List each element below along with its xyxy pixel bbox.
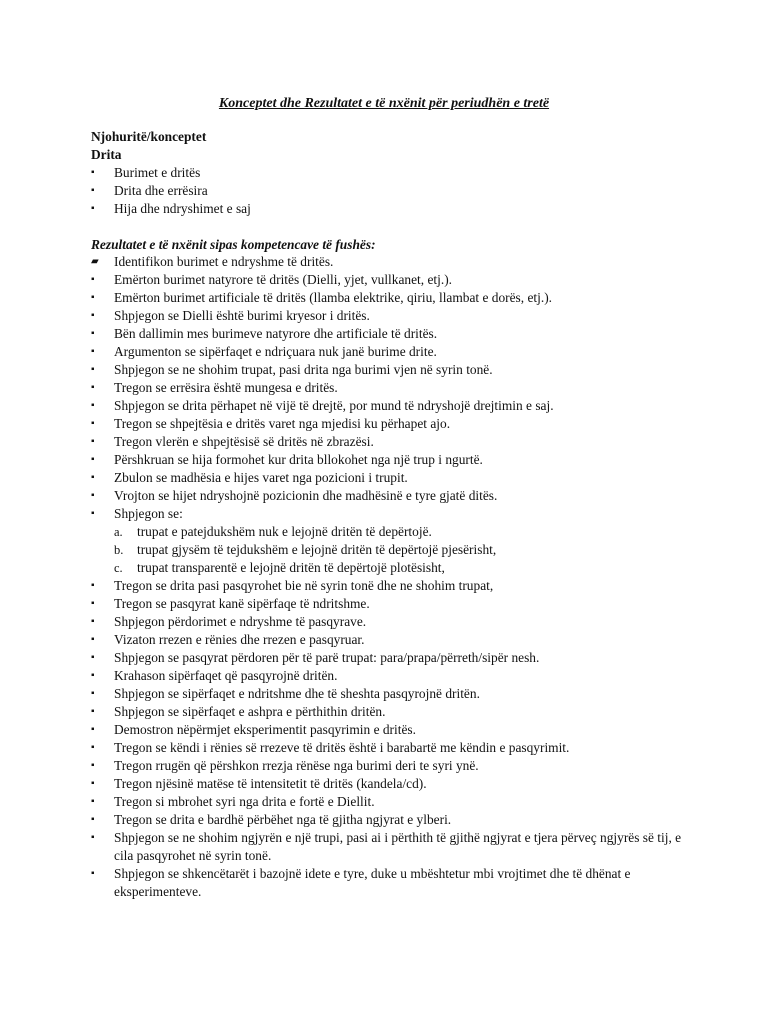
list-item: ▪ Emërton burimet artificiale të dritës (llamba elektrike, qiriu, llambat e dorës, etj.). <box>91 290 553 305</box>
bullet-icon: ▪ <box>91 418 95 429</box>
bullet-icon: ▪ <box>91 328 95 339</box>
topic-heading: Drita <box>91 147 122 162</box>
list-item: ▪ Shpjegon përdorimet e ndryshme të pasqyrave. <box>91 614 367 629</box>
list-item: ▪ Tregon se shpejtësia e dritës varet nga mjedisi ku përhapet ajo. <box>91 416 451 431</box>
bullet-icon: ▪ <box>91 436 95 447</box>
list-item: ▪ Tregon se këndi i rënies së rrezeve të dritës është i barabartë me këndin e pasqyrimit. <box>91 740 570 755</box>
list-item: ▪ Tregon se pasqyrat kanë sipërfaqe të ndritshme. <box>91 596 370 611</box>
list-item: ▪ Tregon se drita e bardhë përbëhet nga të gjitha ngjyrat e ylberi. <box>91 812 452 827</box>
bullet-icon: ▪ <box>91 670 95 681</box>
list-item: ▪ Tregon se drita pasi pasqyrohet bie në syrin tonë dhe ne shohim trupat, <box>91 578 494 593</box>
list-item: ▪ Shpjegon se ne shohim ngjyrën e një trupi, pasi ai i përthith të gjithë ngjyrat e tjera përveç ngjyrës së tij, e cila pasqyrohet në syrin tonë. <box>91 830 682 863</box>
list-item: ▪ Shpjegon se sipërfaqet e ndritshme dhe të sheshta pasqyrojnë dritën. <box>91 686 480 701</box>
bullet-icon: ▪ <box>91 634 95 645</box>
sub-list-item: c. trupat transparentë e lejojnë dritën të depërtojë plotësisht, <box>114 560 445 575</box>
list-item: ▪ Tregon si mbrohet syri nga drita e fortë e Diellit. <box>91 794 375 809</box>
document-title: Konceptet dhe Rezultatet e të nxënit për periudhën e tretë <box>218 96 550 111</box>
bullet-icon: ▪ <box>91 796 95 807</box>
bullet-icon: ▪ <box>91 598 95 609</box>
bullet-icon: ▪ <box>91 652 95 663</box>
list-item: ▪ Tregon rrugën që përshkon rrezja rënëse nga burimi deri te syri ynë. <box>91 758 479 773</box>
bullet-icon: ▪ <box>91 616 95 627</box>
bullet-icon: ▪ <box>91 724 95 735</box>
bullet-icon: ▪ <box>91 185 95 196</box>
bullet-icon: ▪ <box>91 490 95 501</box>
sub-list <box>114 523 691 577</box>
list-item: ▪ Emërton burimet natyrore të dritës (Dielli, yjet, vullkanet, etj.). <box>91 272 453 287</box>
bullet-icon: ▪ <box>91 814 95 825</box>
bullet-icon: ▪ <box>91 346 95 357</box>
list-item: ▪ Krahason sipërfaqet që pasqyrojnë dritën. <box>91 668 338 683</box>
bullet-icon: ▪ <box>91 688 95 699</box>
bullet-icon: ▪ <box>91 508 95 519</box>
list-item: ▪ Shpjegon se Dielli është burimi kryesor i dritës. <box>91 308 370 323</box>
list-item: ▪ Tregon njësinë matëse të intensitetit të dritës (kandela/cd). <box>91 776 427 791</box>
bullet-icon: ▪ <box>91 292 95 303</box>
bullet-icon: ▪ <box>91 760 95 771</box>
list-item: ▪ Burimet e dritës <box>91 165 201 180</box>
sub-list-item: a. trupat e patejdukshëm nuk e lejojnë dritën të depërtojë. <box>114 524 432 539</box>
list-item: ▪ Shpjegon se shkencëtarët i bazojnë idete e tyre, duke u mbështetur mbi vrojtimet dhe të dhënat e eksperimenteve. <box>91 866 631 899</box>
bullet-icon: ▪ <box>91 400 95 411</box>
bullet-icon: ▪ <box>91 203 95 214</box>
sub-list-item: b. trupat gjysëm të tejdukshëm e lejojnë dritën të depërtojë pjesërisht, <box>114 542 497 557</box>
list-item: ▪ Shpjegon se pasqyrat përdoren për të parë trupat: para/prapa/përreth/sipër nesh. <box>91 650 540 665</box>
list-item: ▪ Vrojton se hijet ndryshojnë pozicionin dhe madhësinë e tyre gjatë ditës. <box>91 488 498 503</box>
bullet-icon: ▪ <box>91 472 95 483</box>
list-item: ▪ Argumenton se sipërfaqet e ndriçuara nuk janë burime drite. <box>91 344 437 359</box>
bullet-icon: ▪ <box>91 167 95 178</box>
concepts-list <box>91 164 691 218</box>
sub-marker: c. <box>114 561 123 575</box>
bullet-icon: ▪ <box>91 274 95 285</box>
bullet-icon: ▪ <box>91 310 95 321</box>
list-item: ▪ Bën dallimin mes burimeve natyrore dhe artificiale të dritës. <box>91 326 438 341</box>
bullet-icon: ▪ <box>91 580 95 591</box>
bullet-icon: ▪ <box>91 832 95 843</box>
bullet-icon: ▪ <box>91 742 95 753</box>
list-item: ▪ Drita dhe errësira <box>91 183 208 198</box>
bullet-icon: ▪ <box>91 706 95 717</box>
list-item: ▪ Shpjegon se drita përhapet në vijë të drejtë, por mund të ndryshojë drejtimin e saj. <box>91 398 554 413</box>
bullet-icon: ▰ <box>91 256 99 267</box>
results-list <box>91 253 691 901</box>
sub-marker: b. <box>114 543 124 557</box>
list-item: ▪ Shpjegon se ne shohim trupat, pasi drita nga burimi vjen në syrin tonë. <box>91 362 493 377</box>
list-item: ▰ Identifikon burimet e ndryshme të dritës. <box>91 254 334 269</box>
bullet-icon: ▪ <box>91 364 95 375</box>
list-item: ▪ Demostron nëpërmjet eksperimentit pasqyrimin e dritës. <box>91 722 416 737</box>
knowledge-heading: Njohuritë/konceptet <box>91 129 207 144</box>
bullet-icon: ▪ <box>91 454 95 465</box>
list-item: ▪ Shpjegon se: a. trupat e patejdukshëm nuk e lejojnë dritën të depërtojë. b. trupat gjysëm të tejdukshëm e lejojnë dritën të depërtojë pjesërisht, c. trupat transparentë e lejojnë dritën të depërtojë plotësisht, <box>91 505 691 577</box>
bullet-icon: ▪ <box>91 382 95 393</box>
list-item: ▪ Përshkruan se hija formohet kur drita bllokohet nga një trup i ngurtë. <box>91 452 483 467</box>
sub-marker: a. <box>114 525 123 539</box>
list-item: ▪ Hija dhe ndryshimet e saj <box>91 201 251 216</box>
list-item: ▪ Zbulon se madhësia e hijes varet nga pozicioni i trupit. <box>91 470 408 485</box>
results-heading: Rezultatet e të nxënit sipas kompetencave të fushës: <box>91 237 376 252</box>
bullet-icon: ▪ <box>91 778 95 789</box>
list-item: ▪ Shpjegon se sipërfaqet e ashpra e përthithin dritën. <box>91 704 386 719</box>
list-item: ▪ Vizaton rrezen e rënies dhe rrezen e pasqyruar. <box>91 632 365 647</box>
bullet-icon: ▪ <box>91 868 95 879</box>
list-item: ▪ Tregon se errësira është mungesa e dritës. <box>91 380 338 395</box>
list-item: ▪ Tregon vlerën e shpejtësisë së dritës në zbrazësi. <box>91 434 374 449</box>
